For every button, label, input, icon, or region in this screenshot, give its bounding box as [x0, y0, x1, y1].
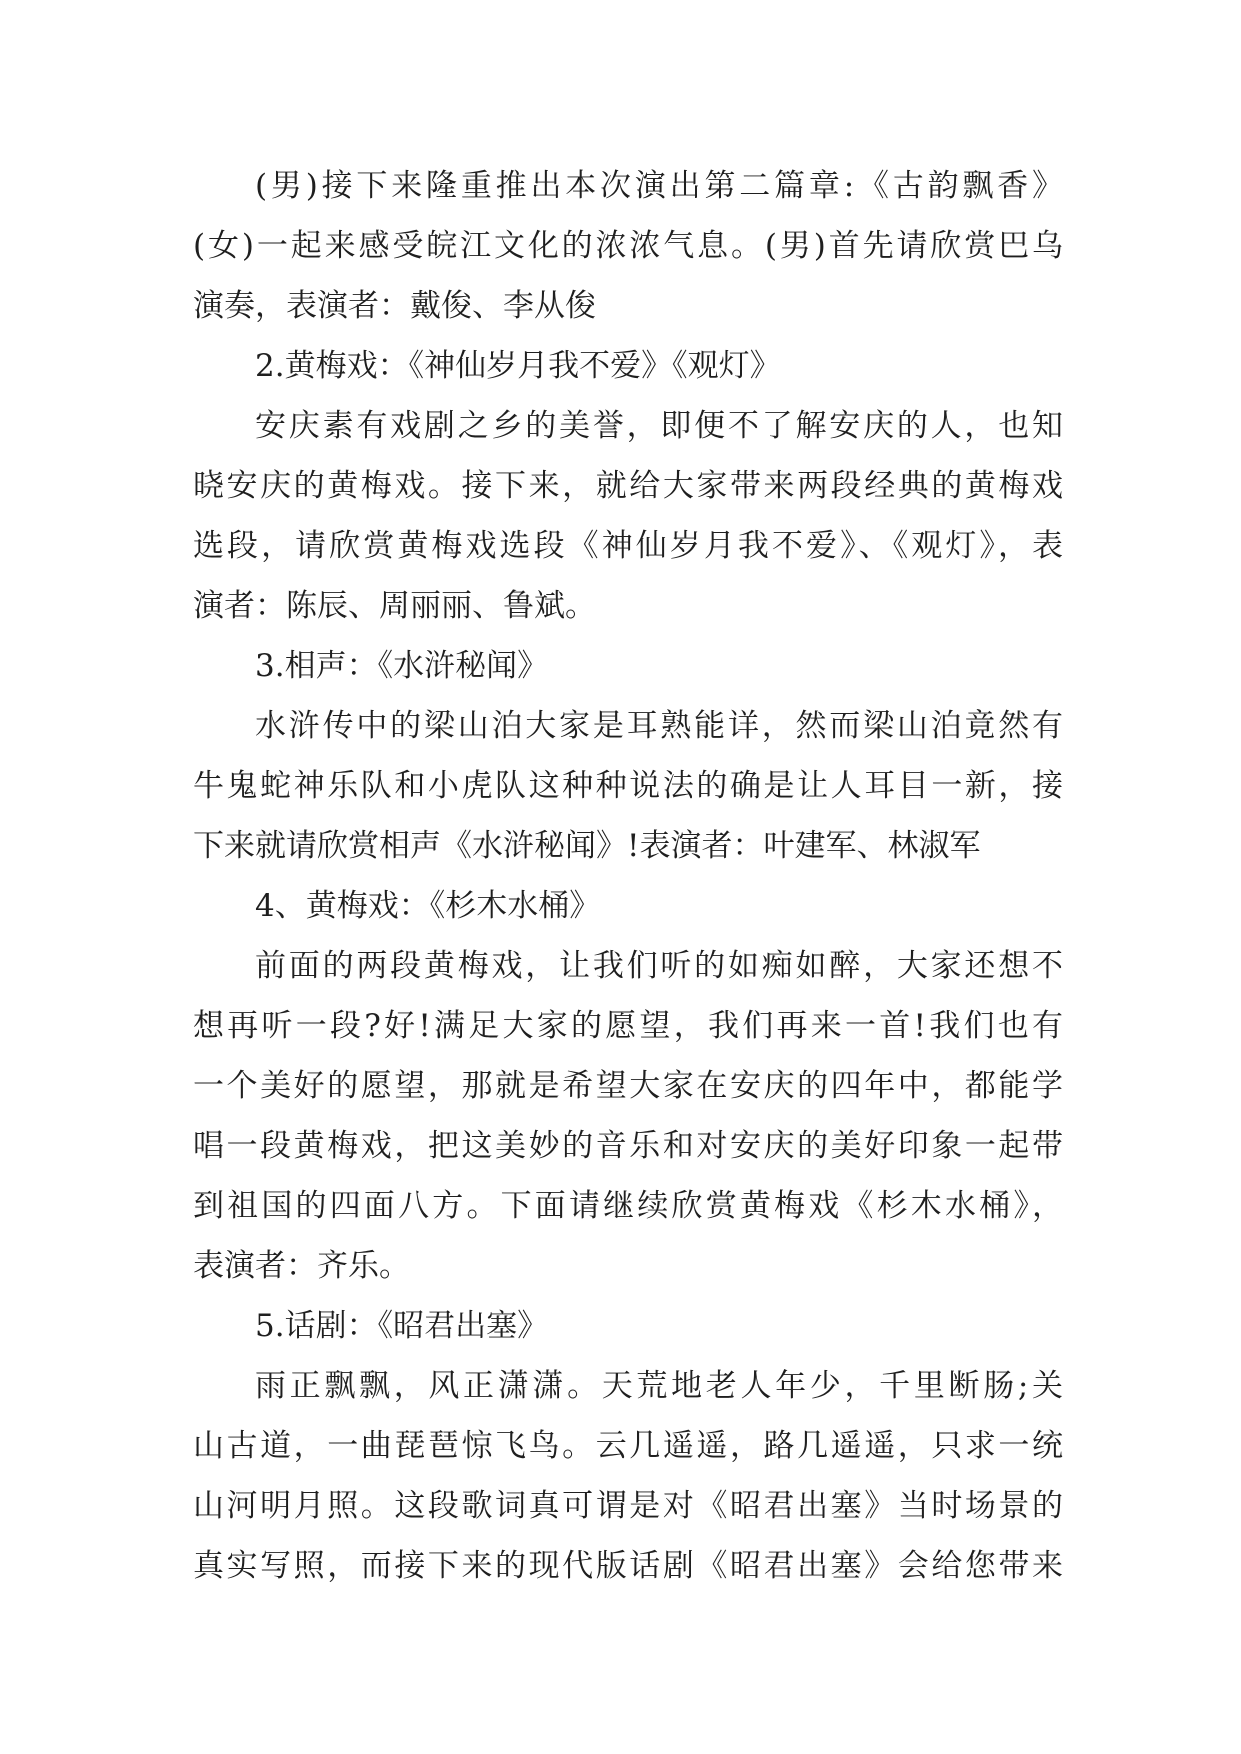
text-line: 唱一段黄梅戏，把这美妙的音乐和对安庆的美好印象一起带 — [193, 1128, 1063, 1164]
section-heading: 4、黄梅戏：《杉木水桶》 — [255, 888, 601, 924]
section-heading: 3.相声：《水浒秘闻》 — [255, 648, 549, 684]
text-line: 山河明月照。这段歌词真可谓是对《昭君出塞》当时场景的 — [193, 1488, 1063, 1524]
text-line: 演奏，表演者：戴俊、李从俊 — [193, 288, 596, 324]
text-line: 山古道，一曲琵琶惊飞鸟。云几遥遥，路几遥遥，只求一统 — [193, 1428, 1063, 1464]
text-line: 前面的两段黄梅戏，让我们听的如痴如醉，大家还想不 — [255, 948, 1063, 984]
text-line: 牛鬼蛇神乐队和小虎队这种种说法的确是让人耳目一新，接 — [193, 768, 1063, 804]
text-line: 下来就请欣赏相声《水浒秘闻》!表演者：叶建军、林淑军 — [193, 828, 981, 864]
text-line: 选段，请欣赏黄梅戏选段《神仙岁月我不爱》、《观灯》，表 — [193, 528, 1063, 564]
text-line: 表演者：齐乐。 — [193, 1248, 410, 1284]
section-heading: 2.黄梅戏：《神仙岁月我不爱》《观灯》 — [255, 348, 781, 384]
text-line: 真实写照，而接下来的现代版话剧《昭君出塞》会给您带来 — [193, 1548, 1063, 1584]
text-line: 晓安庆的黄梅戏。接下来，就给大家带来两段经典的黄梅戏 — [193, 468, 1063, 504]
text-line: 想再听一段?好!满足大家的愿望，我们再来一首!我们也有 — [193, 1008, 1063, 1044]
text-line: 演者：陈辰、周丽丽、鲁斌。 — [193, 588, 596, 624]
section-heading: 5.话剧：《昭君出塞》 — [255, 1308, 549, 1344]
text-line: (女)一起来感受皖江文化的浓浓气息。(男)首先请欣赏巴乌 — [193, 228, 1063, 264]
text-line: 到祖国的四面八方。下面请继续欣赏黄梅戏《杉木水桶》， — [193, 1188, 1063, 1224]
text-line: (男)接下来隆重推出本次演出第二篇章:《古韵飘香》 — [255, 168, 1063, 204]
text-line: 雨正飘飘，风正潇潇。天荒地老人年少，千里断肠;关 — [255, 1368, 1063, 1404]
text-line: 安庆素有戏剧之乡的美誉，即便不了解安庆的人，也知 — [255, 408, 1063, 444]
text-line: 一个美好的愿望，那就是希望大家在安庆的四年中，都能学 — [193, 1068, 1063, 1104]
text-line: 水浒传中的梁山泊大家是耳熟能详，然而梁山泊竟然有 — [255, 708, 1063, 744]
